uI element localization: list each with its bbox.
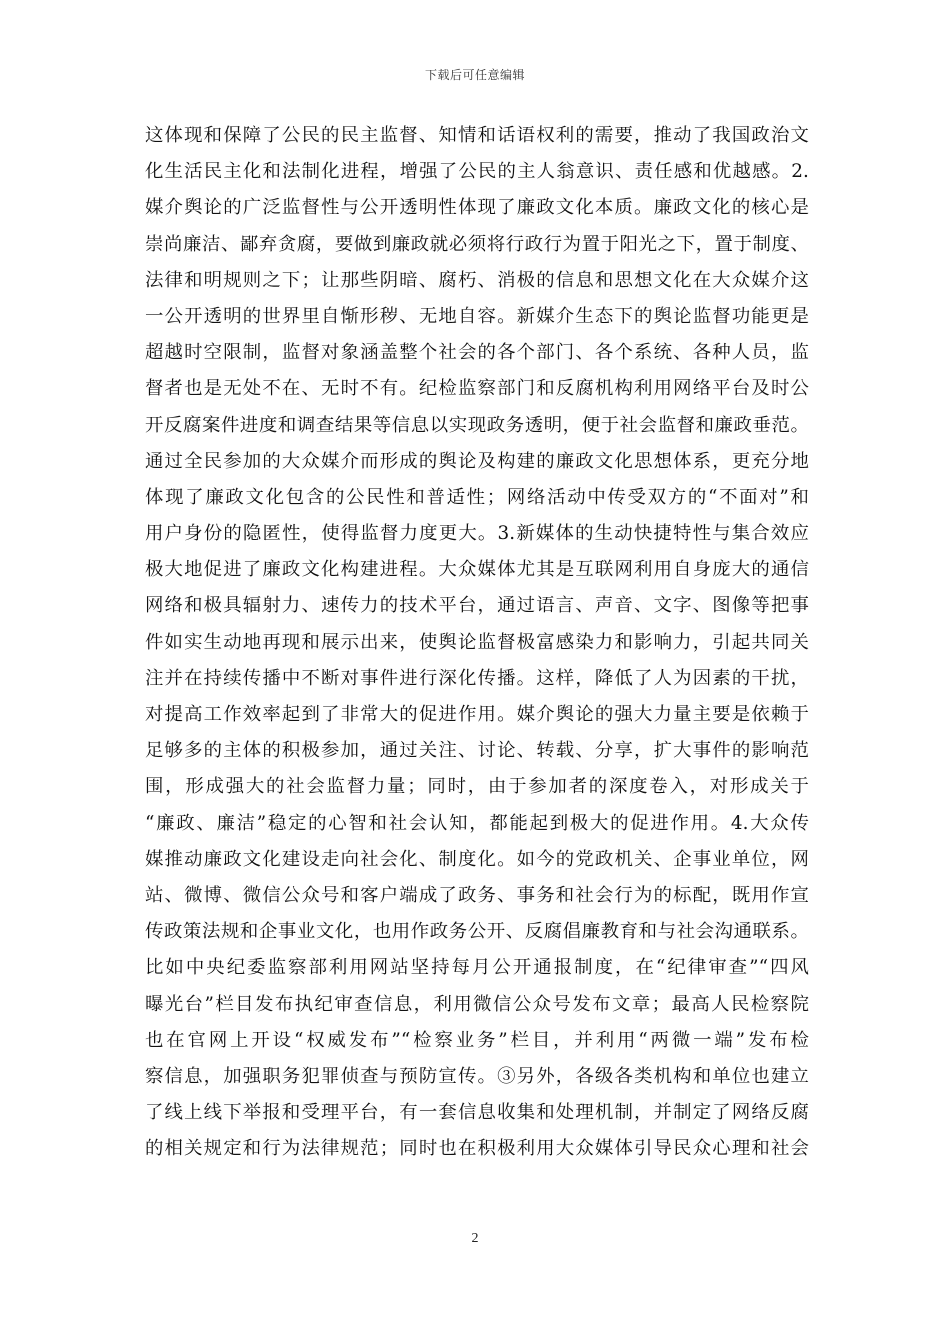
text-line: 网络和极具辐射力、速传力的技术平台，通过语言、声音、文字、图像等把事 — [145, 595, 809, 617]
text-line: 对提高工作效率起到了非常大的促进作用。媒介舆论的强大力量主要是依赖于 — [145, 704, 809, 725]
text-line: 一公开透明的世界里自惭形秽、无地自容。新媒介生态下的舆论监督功能更是 — [145, 305, 809, 327]
text-line: 化生活民主化和法制化进程，增强了公民的主人翁意识、责任感和优越感。2. — [145, 161, 809, 183]
text-line: 这体现和保障了公民的民主监督、知情和话语权利的需要，推动了我国政治文 — [145, 125, 809, 146]
text-line: “廉政、廉洁”稳定的心智和社会认知，都能起到极大的促进作用。4.大众传 — [145, 812, 809, 834]
text-line: 的相关规定和行为法律规范；同时也在积极利用大众媒体引导民众心理和社会 — [145, 1138, 809, 1160]
text-line: 超越时空限制，监督对象涵盖整个社会的各个部门、各个系统、各种人员，监 — [145, 342, 809, 364]
text-line: 体现了廉政文化包含的公民性和普适性；网络活动中传受双方的“不面对”和 — [145, 486, 809, 508]
text-line: 了线上线下举报和受理平台，有一套信息收集和处理机制，并制定了网络反腐 — [145, 1102, 809, 1124]
text-line: 极大地促进了廉政文化构建进程。大众媒体尤其是互联网利用自身庞大的通信 — [145, 559, 809, 581]
text-line: 围，形成强大的社会监督力量；同时，由于参加者的深度卷入，对形成关于 — [145, 776, 809, 798]
text-line: 也在官网上开设“权威发布”“检察业务”栏目，并利用“两微一端”发布检 — [145, 1029, 809, 1051]
page-number: 2 — [471, 1231, 479, 1246]
text-line: 传政策法规和企事业文化，也用作政务公开、反腐倡廉教育和与社会沟通联系。 — [145, 921, 809, 943]
text-line: 察信息，加强职务犯罪侦查与预防宣传。③另外，各级各类机构和单位也建立 — [145, 1065, 809, 1087]
text-line: 督者也是无处不在、无时不有。纪检监察部门和反腐机构利用网络平台及时公 — [145, 378, 809, 400]
text-line: 开反腐案件进度和调查结果等信息以实现政务透明，便于社会监督和廉政垂范。 — [145, 414, 809, 436]
text-line: 媒介舆论的广泛监督性与公开透明性体现了廉政文化本质。廉政文化的核心是 — [145, 197, 809, 219]
text-line: 媒推动廉政文化建设走向社会化、制度化。如今的党政机关、企事业单位，网 — [145, 848, 809, 870]
text-line: 件如实生动地再现和展示出来，使舆论监督极富感染力和影响力，引起共同关 — [145, 631, 809, 653]
text-line: 比如中央纪委监察部利用网站坚持每月公开通报制度，在“纪律审查”“四风 — [145, 957, 809, 979]
text-line: 足够多的主体的积极参加，通过关注、讨论、转载、分享，扩大事件的影响范 — [145, 740, 809, 762]
text-line: 用户身份的隐匿性，使得监督力度更大。3.新媒体的生动快捷特性与集合效应 — [145, 523, 809, 545]
text-line: 曝光台”栏目发布执纪审查信息，利用微信公众号发布文章；最高人民检察院 — [145, 993, 809, 1015]
text-line: 崇尚廉洁、鄙弃贪腐，要做到廉政就必须将行政行为置于阳光之下，置于制度、 — [145, 233, 809, 255]
text-line: 法律和明规则之下；让那些阴暗、腐朽、消极的信息和思想文化在大众媒介这 — [145, 269, 809, 291]
body-paragraph — [145, 118, 809, 1167]
page-header: 下载后可任意编辑 — [424, 68, 525, 82]
text-line: 站、微博、微信公众号和客户端成了政务、事务和社会行为的标配，既用作宣 — [145, 884, 809, 906]
text-line: 通过全民参加的大众媒介而形成的舆论及构建的廉政文化思想体系，更充分地 — [145, 450, 809, 472]
text-line: 注并在持续传播中不断对事件进行深化传播。这样，降低了人为因素的干扰， — [145, 667, 809, 689]
